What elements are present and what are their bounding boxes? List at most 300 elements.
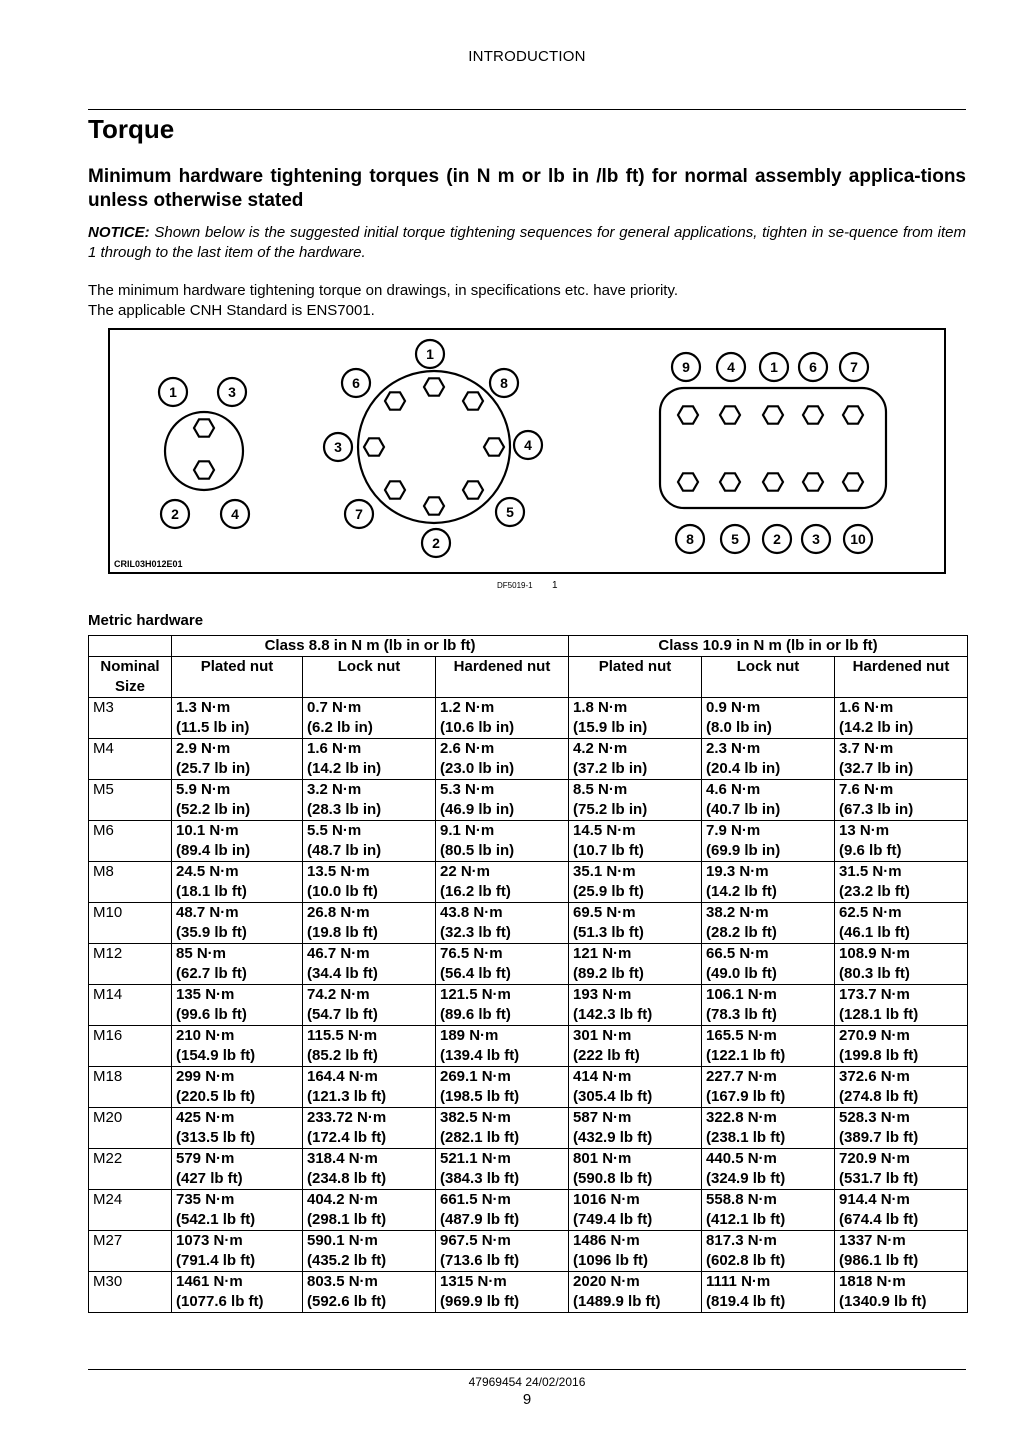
col-header-hardened-nut: Hardened nut [436, 657, 569, 698]
torque-imperial-value: (23.0 lb in) [440, 759, 515, 777]
torque-imperial-value: (69.9 lb in) [706, 841, 781, 859]
notice-label: NOTICE: [88, 224, 150, 241]
intro-line-standard: The applicable CNH Standard is ENS7001. [88, 302, 375, 319]
torque-value-cell [702, 1067, 835, 1108]
torque-nm-value: 2.6 N·m [440, 740, 495, 757]
nominal-size-cell: M4 [89, 739, 172, 780]
torque-imperial-value: (40.7 lb in) [706, 800, 781, 818]
torque-nm-value: 440.5 N·m [706, 1150, 777, 1167]
torque-nm-value: 735 N·m [176, 1191, 235, 1208]
torque-nm-value: 2.3 N·m [706, 740, 761, 757]
torque-nm-value: 414 N·m [573, 1068, 632, 1085]
torque-imperial-value: (602.8 lb ft) [706, 1251, 786, 1269]
torque-imperial-value: (18.1 lb ft) [176, 882, 247, 900]
torque-imperial-value: (52.2 lb in) [176, 800, 251, 818]
torque-imperial-value: (1489.9 lb ft) [573, 1292, 661, 1310]
torque-value-cell [303, 944, 436, 985]
bolt-hex-icon [763, 406, 783, 423]
torque-value-cell [303, 739, 436, 780]
torque-value-cell [569, 1231, 702, 1272]
torque-imperial-value: (487.9 lb ft) [440, 1210, 520, 1228]
torque-value-cell [702, 1231, 835, 1272]
torque-nm-value: 22 N·m [440, 863, 491, 880]
torque-imperial-value: (14.2 lb ft) [706, 882, 777, 900]
nominal-size-cell: M20 [89, 1108, 172, 1149]
nominal-size-cell: M12 [89, 944, 172, 985]
torque-imperial-value: (384.3 lb ft) [440, 1169, 520, 1187]
torque-value-cell [172, 1067, 303, 1108]
class-10-9-header: Class 10.9 in N m (lb in or lb ft) [569, 636, 968, 657]
torque-nm-value: 1337 N·m [839, 1232, 906, 1249]
torque-nm-value: 299 N·m [176, 1068, 235, 1085]
torque-nm-value: 558.8 N·m [706, 1191, 777, 1208]
torque-imperial-value: (6.2 lb in) [307, 718, 373, 736]
torque-value-cell [436, 821, 569, 862]
torque-value-cell [303, 1190, 436, 1231]
torque-value-cell [172, 1026, 303, 1067]
torque-nm-value: 14.5 N·m [573, 822, 636, 839]
torque-imperial-value: (167.9 lb ft) [706, 1087, 786, 1105]
torque-nm-value: 189 N·m [440, 1027, 499, 1044]
torque-nm-value: 967.5 N·m [440, 1232, 511, 1249]
bolt-hex-icon [763, 473, 783, 490]
torque-nm-value: 2020 N·m [573, 1273, 640, 1290]
torque-imperial-value: (28.3 lb in) [307, 800, 382, 818]
torque-nm-value: 62.5 N·m [839, 904, 902, 921]
torque-imperial-value: (222 lb ft) [573, 1046, 640, 1064]
torque-nm-value: 1111 N·m [706, 1273, 771, 1290]
torque-imperial-value: (713.6 lb ft) [440, 1251, 520, 1269]
torque-value-cell [172, 903, 303, 944]
torque-imperial-value: (25.9 lb ft) [573, 882, 644, 900]
torque-value-cell [835, 862, 968, 903]
torque-nm-value: 227.7 N·m [706, 1068, 777, 1085]
header-divider [88, 109, 966, 110]
table-row [89, 862, 968, 903]
torque-value-cell [303, 862, 436, 903]
torque-imperial-value: (14.2 lb in) [307, 759, 382, 777]
table-row [89, 903, 968, 944]
torque-imperial-value: (220.5 lb ft) [176, 1087, 256, 1105]
table-row [89, 1231, 968, 1272]
torque-imperial-value: (15.9 lb in) [573, 718, 648, 736]
sequence-number: 3 [334, 439, 342, 455]
col-header-hardened-nut: Hardened nut [835, 657, 968, 698]
torque-nm-value: 7.6 N·m [839, 781, 894, 798]
torque-nm-value: 74.2 N·m [307, 986, 370, 1003]
torque-value-cell [702, 903, 835, 944]
figure-caption: DF5019-1 [497, 581, 533, 590]
torque-imperial-value: (986.1 lb ft) [839, 1251, 919, 1269]
torque-imperial-value: (80.3 lb ft) [839, 964, 910, 982]
torque-value-cell [303, 1149, 436, 1190]
torque-imperial-value: (412.1 lb ft) [706, 1210, 786, 1228]
torque-nm-value: 7.9 N·m [706, 822, 761, 839]
torque-nm-value: 76.5 N·m [440, 945, 503, 962]
sequence-number: 2 [432, 535, 440, 551]
torque-nm-value: 210 N·m [176, 1027, 235, 1044]
torque-value-cell [303, 903, 436, 944]
torque-imperial-value: (542.1 lb ft) [176, 1210, 256, 1228]
table-row [89, 780, 968, 821]
torque-nm-value: 26.8 N·m [307, 904, 370, 921]
torque-nm-value: 173.7 N·m [839, 986, 910, 1003]
sequence-number: 3 [812, 531, 820, 547]
torque-value-cell [702, 1149, 835, 1190]
torque-nm-value: 43.8 N·m [440, 904, 503, 921]
torque-nm-value: 5.9 N·m [176, 781, 231, 798]
bolt-hex-icon [424, 497, 444, 514]
sequence-number: 7 [355, 506, 363, 522]
torque-imperial-value: (28.2 lb ft) [706, 923, 777, 941]
notice-text: Shown below is the suggested initial torque tightening sequences for general applications, tighten in se-quence from item 1 through to the last item of the hardware. [88, 224, 966, 261]
nominal-size-cell: M6 [89, 821, 172, 862]
bolt-hex-icon [678, 406, 698, 423]
table-row [89, 698, 968, 739]
torque-value-cell [569, 1272, 702, 1313]
torque-value-cell [835, 1108, 968, 1149]
torque-imperial-value: (1077.6 lb ft) [176, 1292, 264, 1310]
torque-value-cell [702, 821, 835, 862]
nominal-size-cell: M5 [89, 780, 172, 821]
torque-value-cell [172, 862, 303, 903]
torque-imperial-value: (531.7 lb ft) [839, 1169, 919, 1187]
sequence-number: 6 [352, 375, 360, 391]
torque-nm-value: 165.5 N·m [706, 1027, 777, 1044]
torque-imperial-value: (54.7 lb ft) [307, 1005, 378, 1023]
torque-imperial-value: (389.7 lb ft) [839, 1128, 919, 1146]
torque-imperial-value: (674.4 lb ft) [839, 1210, 919, 1228]
torque-nm-value: 3.2 N·m [307, 781, 362, 798]
torque-imperial-value: (9.6 lb ft) [839, 841, 902, 859]
torque-nm-value: 135 N·m [176, 986, 235, 1003]
torque-imperial-value: (32.7 lb in) [839, 759, 914, 777]
torque-nm-value: 1818 N·m [839, 1273, 906, 1290]
torque-value-cell [436, 985, 569, 1026]
torque-nm-value: 404.2 N·m [307, 1191, 378, 1208]
torque-imperial-value: (592.6 lb ft) [307, 1292, 387, 1310]
torque-value-cell [702, 739, 835, 780]
torque-value-cell [835, 1190, 968, 1231]
torque-value-cell [702, 944, 835, 985]
torque-nm-value: 115.5 N·m [307, 1027, 378, 1044]
torque-value-cell [569, 862, 702, 903]
torque-nm-value: 3.7 N·m [839, 740, 894, 757]
torque-value-cell [172, 698, 303, 739]
table-row [89, 1026, 968, 1067]
torque-imperial-value: (89.2 lb ft) [573, 964, 644, 982]
nominal-size-cell: M16 [89, 1026, 172, 1067]
torque-nm-value: 13 N·m [839, 822, 890, 839]
torque-nm-value: 372.6 N·m [839, 1068, 910, 1085]
intro-paragraph [88, 281, 966, 321]
torque-value-cell [303, 1026, 436, 1067]
torque-nm-value: 46.7 N·m [307, 945, 370, 962]
torque-table [88, 635, 968, 1313]
torque-imperial-value: (590.8 lb ft) [573, 1169, 653, 1187]
column-header-row [89, 657, 968, 698]
sequence-number: 6 [809, 359, 817, 375]
torque-imperial-value: (48.7 lb in) [307, 841, 382, 859]
table-row [89, 944, 968, 985]
torque-nm-value: 0.7 N·m [307, 699, 362, 716]
torque-value-cell [835, 985, 968, 1026]
bolt-hex-icon [843, 473, 863, 490]
torque-imperial-value: (791.4 lb ft) [176, 1251, 256, 1269]
torque-nm-value: 521.1 N·m [440, 1150, 511, 1167]
torque-nm-value: 301 N·m [573, 1027, 632, 1044]
section-subtitle: Minimum hardware tightening torques (in N m or lb in /lb ft) for normal assembly applica-tions unless otherwise stated [88, 166, 966, 211]
col-header-plated-nut: Plated nut [172, 657, 303, 698]
torque-imperial-value: (142.3 lb ft) [573, 1005, 653, 1023]
table-row [89, 821, 968, 862]
bolt-hex-icon [803, 406, 823, 423]
torque-nm-value: 31.5 N·m [839, 863, 902, 880]
torque-imperial-value: (16.2 lb ft) [440, 882, 511, 900]
torque-imperial-value: (46.1 lb ft) [839, 923, 910, 941]
nominal-size-cell: M18 [89, 1067, 172, 1108]
torque-imperial-value: (969.9 lb ft) [440, 1292, 520, 1310]
torque-imperial-value: (324.9 lb ft) [706, 1169, 786, 1187]
nominal-size-cell: M24 [89, 1190, 172, 1231]
torque-nm-value: 425 N·m [176, 1109, 235, 1126]
torque-value-cell [172, 739, 303, 780]
figure-code: CRIL03H012E01 [114, 559, 183, 569]
torque-nm-value: 1016 N·m [573, 1191, 640, 1208]
torque-value-cell [702, 780, 835, 821]
table-row [89, 739, 968, 780]
footer-divider [88, 1369, 966, 1370]
torque-imperial-value: (23.2 lb ft) [839, 882, 910, 900]
torque-value-cell [436, 1272, 569, 1313]
torque-value-cell [835, 698, 968, 739]
torque-imperial-value: (238.1 lb ft) [706, 1128, 786, 1146]
sequence-number: 1 [169, 384, 177, 400]
torque-value-cell [303, 1067, 436, 1108]
torque-nm-value: 106.1 N·m [706, 986, 777, 1003]
torque-imperial-value: (75.2 lb in) [573, 800, 648, 818]
torque-value-cell [172, 780, 303, 821]
torque-imperial-value: (1340.9 lb ft) [839, 1292, 927, 1310]
torque-imperial-value: (46.9 lb in) [440, 800, 515, 818]
table-row [89, 1067, 968, 1108]
nominal-size-cell: M27 [89, 1231, 172, 1272]
torque-imperial-value: (37.2 lb in) [573, 759, 648, 777]
torque-imperial-value: (78.3 lb ft) [706, 1005, 777, 1023]
torque-nm-value: 85 N·m [176, 945, 227, 962]
torque-nm-value: 9.1 N·m [440, 822, 495, 839]
torque-nm-value: 1.6 N·m [839, 699, 894, 716]
torque-nm-value: 270.9 N·m [839, 1027, 910, 1044]
torque-value-cell [835, 903, 968, 944]
torque-nm-value: 1.8 N·m [573, 699, 628, 716]
torque-nm-value: 38.2 N·m [706, 904, 769, 921]
notice-paragraph [88, 223, 966, 263]
torque-imperial-value: (10.6 lb in) [440, 718, 515, 736]
table-row [89, 1190, 968, 1231]
bolt-hex-icon [720, 406, 740, 423]
torque-imperial-value: (35.9 lb ft) [176, 923, 247, 941]
class-8-8-header: Class 8.8 in N m (lb in or lb ft) [172, 636, 569, 657]
torque-nm-value: 8.5 N·m [573, 781, 628, 798]
torque-imperial-value: (154.9 lb ft) [176, 1046, 256, 1064]
nominal-size-cell: M30 [89, 1272, 172, 1313]
torque-value-cell [303, 821, 436, 862]
torque-value-cell [569, 944, 702, 985]
torque-imperial-value: (80.5 lb in) [440, 841, 515, 859]
torque-imperial-value: (819.4 lb ft) [706, 1292, 786, 1310]
blank-header-cell [89, 636, 172, 657]
torque-value-cell [436, 944, 569, 985]
torque-nm-value: 661.5 N·m [440, 1191, 511, 1208]
torque-nm-value: 233.72 N·m [307, 1109, 387, 1126]
torque-nm-value: 4.6 N·m [706, 781, 761, 798]
bolt-hex-icon [803, 473, 823, 490]
torque-value-cell [569, 698, 702, 739]
sequence-number: 4 [524, 437, 532, 453]
torque-imperial-value: (313.5 lb ft) [176, 1128, 256, 1146]
torque-nm-value: 590.1 N·m [307, 1232, 378, 1249]
torque-nm-value: 1.3 N·m [176, 699, 231, 716]
torque-value-cell [303, 780, 436, 821]
torque-value-cell [569, 1108, 702, 1149]
torque-value-cell [569, 985, 702, 1026]
sequence-number: 9 [682, 359, 690, 375]
sequence-number: 1 [770, 359, 778, 375]
tightening-sequence-diagram [110, 330, 944, 572]
torque-value-cell [835, 944, 968, 985]
torque-imperial-value: (10.0 lb ft) [307, 882, 378, 900]
torque-imperial-value: (34.4 lb ft) [307, 964, 378, 982]
torque-imperial-value: (234.8 lb ft) [307, 1169, 387, 1187]
torque-value-cell [172, 1231, 303, 1272]
nominal-size-cell: M10 [89, 903, 172, 944]
bolt-hex-icon [484, 438, 504, 455]
torque-imperial-value: (89.4 lb in) [176, 841, 251, 859]
intro-line-priority: The minimum hardware tightening torque on drawings, in specifications etc. have priority. [88, 282, 679, 299]
torque-imperial-value: (85.2 lb ft) [307, 1046, 378, 1064]
sequence-number: 8 [500, 375, 508, 391]
torque-value-cell [835, 821, 968, 862]
page-title: Torque [88, 114, 175, 144]
torque-imperial-value: (427 lb ft) [176, 1169, 243, 1187]
torque-imperial-value: (274.8 lb ft) [839, 1087, 919, 1105]
torque-imperial-value: (89.6 lb ft) [440, 1005, 511, 1023]
torque-value-cell [835, 1026, 968, 1067]
torque-nm-value: 2.9 N·m [176, 740, 231, 757]
bolt-hex-icon [385, 481, 405, 498]
torque-value-cell [436, 1026, 569, 1067]
bolt-hex-icon [463, 481, 483, 498]
torque-imperial-value: (49.0 lb ft) [706, 964, 777, 982]
col-header-nominal-size: Nominal Size [89, 657, 172, 698]
torque-imperial-value: (128.1 lb ft) [839, 1005, 919, 1023]
torque-value-cell [835, 1272, 968, 1313]
torque-imperial-value: (282.1 lb ft) [440, 1128, 520, 1146]
torque-value-cell [436, 903, 569, 944]
torque-nm-value: 19.3 N·m [706, 863, 769, 880]
tightening-sequence-figure [108, 328, 946, 574]
torque-imperial-value: (305.4 lb ft) [573, 1087, 653, 1105]
sequence-number: 5 [506, 504, 514, 520]
torque-nm-value: 5.3 N·m [440, 781, 495, 798]
torque-nm-value: 193 N·m [573, 986, 632, 1003]
torque-imperial-value: (435.2 lb ft) [307, 1251, 387, 1269]
torque-value-cell [303, 1231, 436, 1272]
torque-value-cell [835, 780, 968, 821]
torque-nm-value: 5.5 N·m [307, 822, 362, 839]
torque-imperial-value: (62.7 lb ft) [176, 964, 247, 982]
torque-value-cell [569, 821, 702, 862]
figure-number: 1 [552, 580, 558, 591]
torque-imperial-value: (8.0 lb in) [706, 718, 772, 736]
torque-value-cell [172, 1108, 303, 1149]
group-header-row [89, 636, 968, 657]
sequence-number: 4 [727, 359, 735, 375]
bolt-hex-icon [720, 473, 740, 490]
torque-value-cell [172, 1190, 303, 1231]
sequence-number: 4 [231, 506, 239, 522]
torque-nm-value: 121.5 N·m [440, 986, 511, 1003]
torque-value-cell [835, 1149, 968, 1190]
nominal-size-cell: M14 [89, 985, 172, 1026]
torque-value-cell [172, 944, 303, 985]
bolt-hex-icon [364, 438, 384, 455]
torque-value-cell [569, 780, 702, 821]
sequence-number: 3 [228, 384, 236, 400]
torque-value-cell [702, 698, 835, 739]
torque-imperial-value: (122.1 lb ft) [706, 1046, 786, 1064]
torque-imperial-value: (19.8 lb ft) [307, 923, 378, 941]
sequence-number: 8 [686, 531, 694, 547]
col-header-lock-nut: Lock nut [702, 657, 835, 698]
torque-imperial-value: (11.5 lb in) [176, 718, 250, 736]
torque-value-cell [702, 985, 835, 1026]
document-id: 47969454 24/02/2016 [468, 1375, 586, 1389]
torque-value-cell [436, 780, 569, 821]
nominal-size-cell: M3 [89, 698, 172, 739]
sequence-number: 5 [731, 531, 739, 547]
torque-value-cell [303, 985, 436, 1026]
torque-nm-value: 0.9 N·m [706, 699, 761, 716]
torque-value-cell [436, 1108, 569, 1149]
torque-nm-value: 121 N·m [573, 945, 632, 962]
torque-value-cell [172, 985, 303, 1026]
torque-nm-value: 35.1 N·m [573, 863, 636, 880]
col-header-lock-nut: Lock nut [303, 657, 436, 698]
torque-nm-value: 24.5 N·m [176, 863, 239, 880]
torque-nm-value: 382.5 N·m [440, 1109, 511, 1126]
torque-nm-value: 318.4 N·m [307, 1150, 378, 1167]
sequence-number: 7 [850, 359, 858, 375]
torque-value-cell [172, 1149, 303, 1190]
bolt-hex-icon [194, 461, 214, 478]
torque-nm-value: 1486 N·m [573, 1232, 640, 1249]
torque-imperial-value: (25.7 lb in) [176, 759, 251, 777]
torque-imperial-value: (99.6 lb ft) [176, 1005, 247, 1023]
torque-value-cell [835, 739, 968, 780]
bolt-hex-icon [678, 473, 698, 490]
torque-value-cell [436, 739, 569, 780]
torque-value-cell [702, 1026, 835, 1067]
torque-nm-value: 1461 N·m [176, 1273, 243, 1290]
torque-imperial-value: (199.8 lb ft) [839, 1046, 919, 1064]
flange-outline [358, 371, 510, 523]
torque-nm-value: 720.9 N·m [839, 1150, 910, 1167]
nominal-size-cell: M22 [89, 1149, 172, 1190]
torque-imperial-value: (51.3 lb ft) [573, 923, 644, 941]
torque-value-cell [303, 698, 436, 739]
